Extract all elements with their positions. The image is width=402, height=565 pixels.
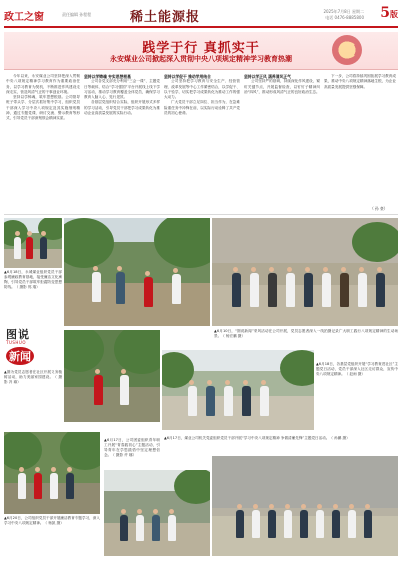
article-paragraph: 各基层党组织结合实际，组织开展形式多样的学习活动，引导党员干部把学习成果转化为推动企业高质量发展的实际行动。 — [84, 100, 160, 116]
article-paragraph: 坚持以学铸魂，筑牢思想根基。公司领导班子带头学、分层次抓好集中学习，组织党员干部深入学习中央八项规定及其实施细则精神，通过专题党课、研讨交流、警示教育等形式，引导党员干部深刻领会精神实质。 — [6, 95, 80, 121]
article-paragraph: 公司各党支部充分利用“三会一课”、主题党日等载体，结合“学习强国”平台开展线上线下学习活动，推动学习教育覆盖全体党员，确保学习教育入脑入心、见行见效。 — [84, 79, 160, 100]
article-column-3 — [164, 74, 240, 212]
page-header — [4, 6, 398, 28]
news-photo-youth — [4, 432, 100, 514]
article-column-2 — [84, 74, 160, 212]
headline-banner — [4, 32, 398, 70]
news-photo-study — [104, 470, 210, 556]
photo-caption: ▲6月18日，永城煤业组织党员干部参观廉政教育基地，接受廉洁文化熏陶，引导党员干部筑牢拒腐防变思想防线。（ 摄影 郭 瑞） — [4, 270, 62, 289]
hotline: 电话 0476-8885800 — [325, 15, 364, 20]
photo-caption: ▲图为党员志愿者在社区开展义务植树活动，助力美丽家园建设。（ 摄影 冯 瑜） — [4, 370, 62, 384]
article-column-4 — [244, 74, 320, 212]
photo-caption: ▲6月10日，“图说新闻”采风活动在公司开展，党员志愿者深入一线拍摄记录广大职工践行八项规定精神的生动场景。（ 杨宏鹏 摄） — [214, 329, 398, 338]
page-number: 5版 — [380, 5, 398, 21]
news-photo-group — [212, 218, 398, 326]
tushuo-news-logo: 图说 TUSHUO 新闻 — [4, 326, 54, 364]
article-paragraph: 公司坚持把学习教育与安全生产、经营管理、改革发展等中心工作紧密结合，以学促干、以干验学，切实把学习成果转化为推动工作的强大动力。 — [164, 79, 240, 100]
issue-info — [323, 9, 364, 21]
news-photo-planting — [64, 218, 210, 326]
article-paragraph: 下一步，公司将持续巩固拓展学习教育成果，推动中央八项规定精神落地生根，为企业高质量发展提供坚强保障。 — [324, 74, 396, 89]
section-title: 政工之窗 — [4, 12, 44, 23]
news-photo — [4, 218, 62, 268]
news-photo-volunteers — [64, 330, 160, 422]
article-headline: 践学于行 真抓实干 — [142, 41, 260, 56]
news-photo-community — [162, 350, 314, 430]
article-column-1 — [6, 74, 80, 212]
article-paragraph: 广大党员干部立足岗位、担当作为，在急难险重任务中冲锋在前，以实际行动诠释了共产党员的初心使命。 — [164, 100, 240, 116]
section-divider — [4, 214, 398, 215]
article-column-5 — [324, 74, 396, 212]
article-paragraph: 公司坚持严的基调，持续深化作风建设，紧盯关键节点，开展监督检查，以钉钉子精神纠治“四风”，推动形成风清气正的良好政治生态。 — [244, 79, 320, 94]
article-subheading: 坚持以学铸魂 夯实思想根基 — [84, 74, 131, 79]
article-paragraph: 今年以来，永安煤业公司坚持把深入贯彻中央八项规定精神学习教育作为重要政治任务，以学习教育为契机，不断推进作风建设走深走实，营造风清气正的干事创业环境。 — [6, 74, 80, 94]
article-byline: （ 孙 豪） — [370, 206, 388, 211]
photo-caption: ▲6月20日，公司组织党员干部开展廉洁教育专题学习，深入学习中央八项规定精神。（ 杨凯 摄） — [4, 516, 100, 525]
photo-caption: ▲6月17日，公司团委组织青年职工开展“青春践初心”主题活动，引导青年在学思践悟中坚定理想信念。（ 摄影 许 娜） — [104, 438, 160, 457]
photo-caption: ▲6月17日，煤业公司机关党委组织党员干部开展“学习中央八项规定精神 争做清廉先锋”主题党日活动。（ 孙鹏 摄） — [164, 436, 350, 440]
photo-caption: ▲6月18日，各基层党组织开展“学习教育进社区”主题党日活动，党员干部深入社区走访群众，宣传中央八项规定精神。（ 赵雨 摄） — [316, 362, 398, 376]
article-subheading: 坚持以学正风 涵养清风正气 — [244, 74, 291, 79]
article-subheading: 坚持以学促干 推动学用结合 — [164, 74, 211, 79]
news-photo-party-day — [212, 456, 398, 556]
newspaper-masthead: 稀土能源报 — [130, 10, 201, 25]
issue-date: 2025年7月8日 星期二 — [323, 9, 364, 14]
article-subhead: 永安煤业公司掀起深入贯彻中央八项规定精神学习教育热潮 — [110, 55, 292, 63]
editor-credit: 责任编辑 孙程程 — [62, 12, 92, 17]
